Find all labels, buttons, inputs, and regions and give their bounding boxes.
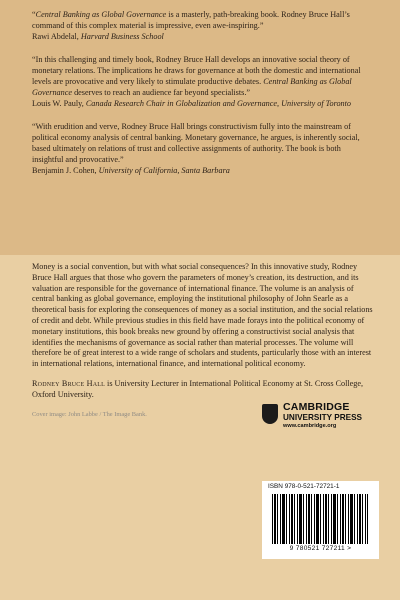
quote-attribution: Louis W. Pauly, Canada Research Chair in Globalization and Governance, University of Toronto xyxy=(32,98,352,108)
cover-image-credit: Cover image: John Labbe / The Image Bank. xyxy=(32,411,147,418)
author-name: Rodney Bruce Hall xyxy=(32,378,105,388)
endorsement-list xyxy=(32,10,372,189)
description-section xyxy=(32,262,374,401)
publisher-website: www.cambridge.org xyxy=(283,423,337,429)
quote-text: “Central Banking as Global Governance is a masterly, path-breaking book. Rodney Bruce Hall’s command of this complex material is impressive, even awe-inspiring.” xyxy=(32,10,350,30)
book-description: Money is a social convention, but with what social consequences? In this innovative study, Rodney Bruce Hall argues that those who govern the parameters of money’s creation, its destruction, and its valuation are responsible for the governance of international finance. The volume is an analysis of central banking as global governance, employing the institutional philosophy of John Searle as a theoretical basis for exploring the consequences of money as a social institution, and the social relations of credit and debt. While previous studies in this field have made forays into the political economy of monetary institutions, this book breaks new ground by offering a constructivist social analysis that identifies the mechanisms of governance as social rather than material processes. The volume will therefore be of great interest to a wide range of scholars and students, particularly those with an interest in international relations, international finance, and international political economy. xyxy=(32,262,373,369)
endorsement-quote xyxy=(32,10,372,42)
quote-text: “In this challenging and timely book, Rodney Bruce Hall develops an innovative social theory of monetary relations. The implications he draws for governance at both the domestic and international levels are provocative and very likely to stimulate productive debates. Central Banking as Global Governance deserves to reach an audience far beyond specialists.” xyxy=(32,55,361,97)
publisher-press: UNIVERSITY PRESS xyxy=(283,413,363,422)
quote-text: “With erudition and verve, Rodney Bruce Hall brings constructivism fully into the mainstream of political economy analysis of central banking. Monetary governance, he argues, is inherently social, based ultimately on relations of trust and collective assignments of authority. The book is both insightful and provocative.” xyxy=(32,122,360,164)
author-bio: Rodney Bruce Hall is University Lecturer in International Political Economy at St. Cross College, Oxford University. xyxy=(32,378,364,399)
barcode-icon xyxy=(272,494,368,544)
book-title-italic: Central Banking as Global Governance xyxy=(32,76,352,97)
quote-attribution: Benjamin J. Cohen, University of California, Santa Barbara xyxy=(32,165,230,175)
cambridge-crest-icon xyxy=(262,404,278,424)
book-title-italic: Central Banking as Global Governance xyxy=(35,10,167,19)
quote-attribution: Rawi Abdelal, Harvard Business School xyxy=(32,31,164,41)
endorsement-quote xyxy=(32,122,372,176)
endorsement-quote xyxy=(32,55,372,109)
isbn-label: ISBN 978-0-521-72721-1 xyxy=(268,483,340,490)
barcode-number: 9 780521 727211 > xyxy=(289,545,352,552)
publisher-name: CAMBRIDGE xyxy=(283,401,350,413)
barcode-panel xyxy=(262,481,379,559)
endorsements-panel xyxy=(0,0,400,255)
